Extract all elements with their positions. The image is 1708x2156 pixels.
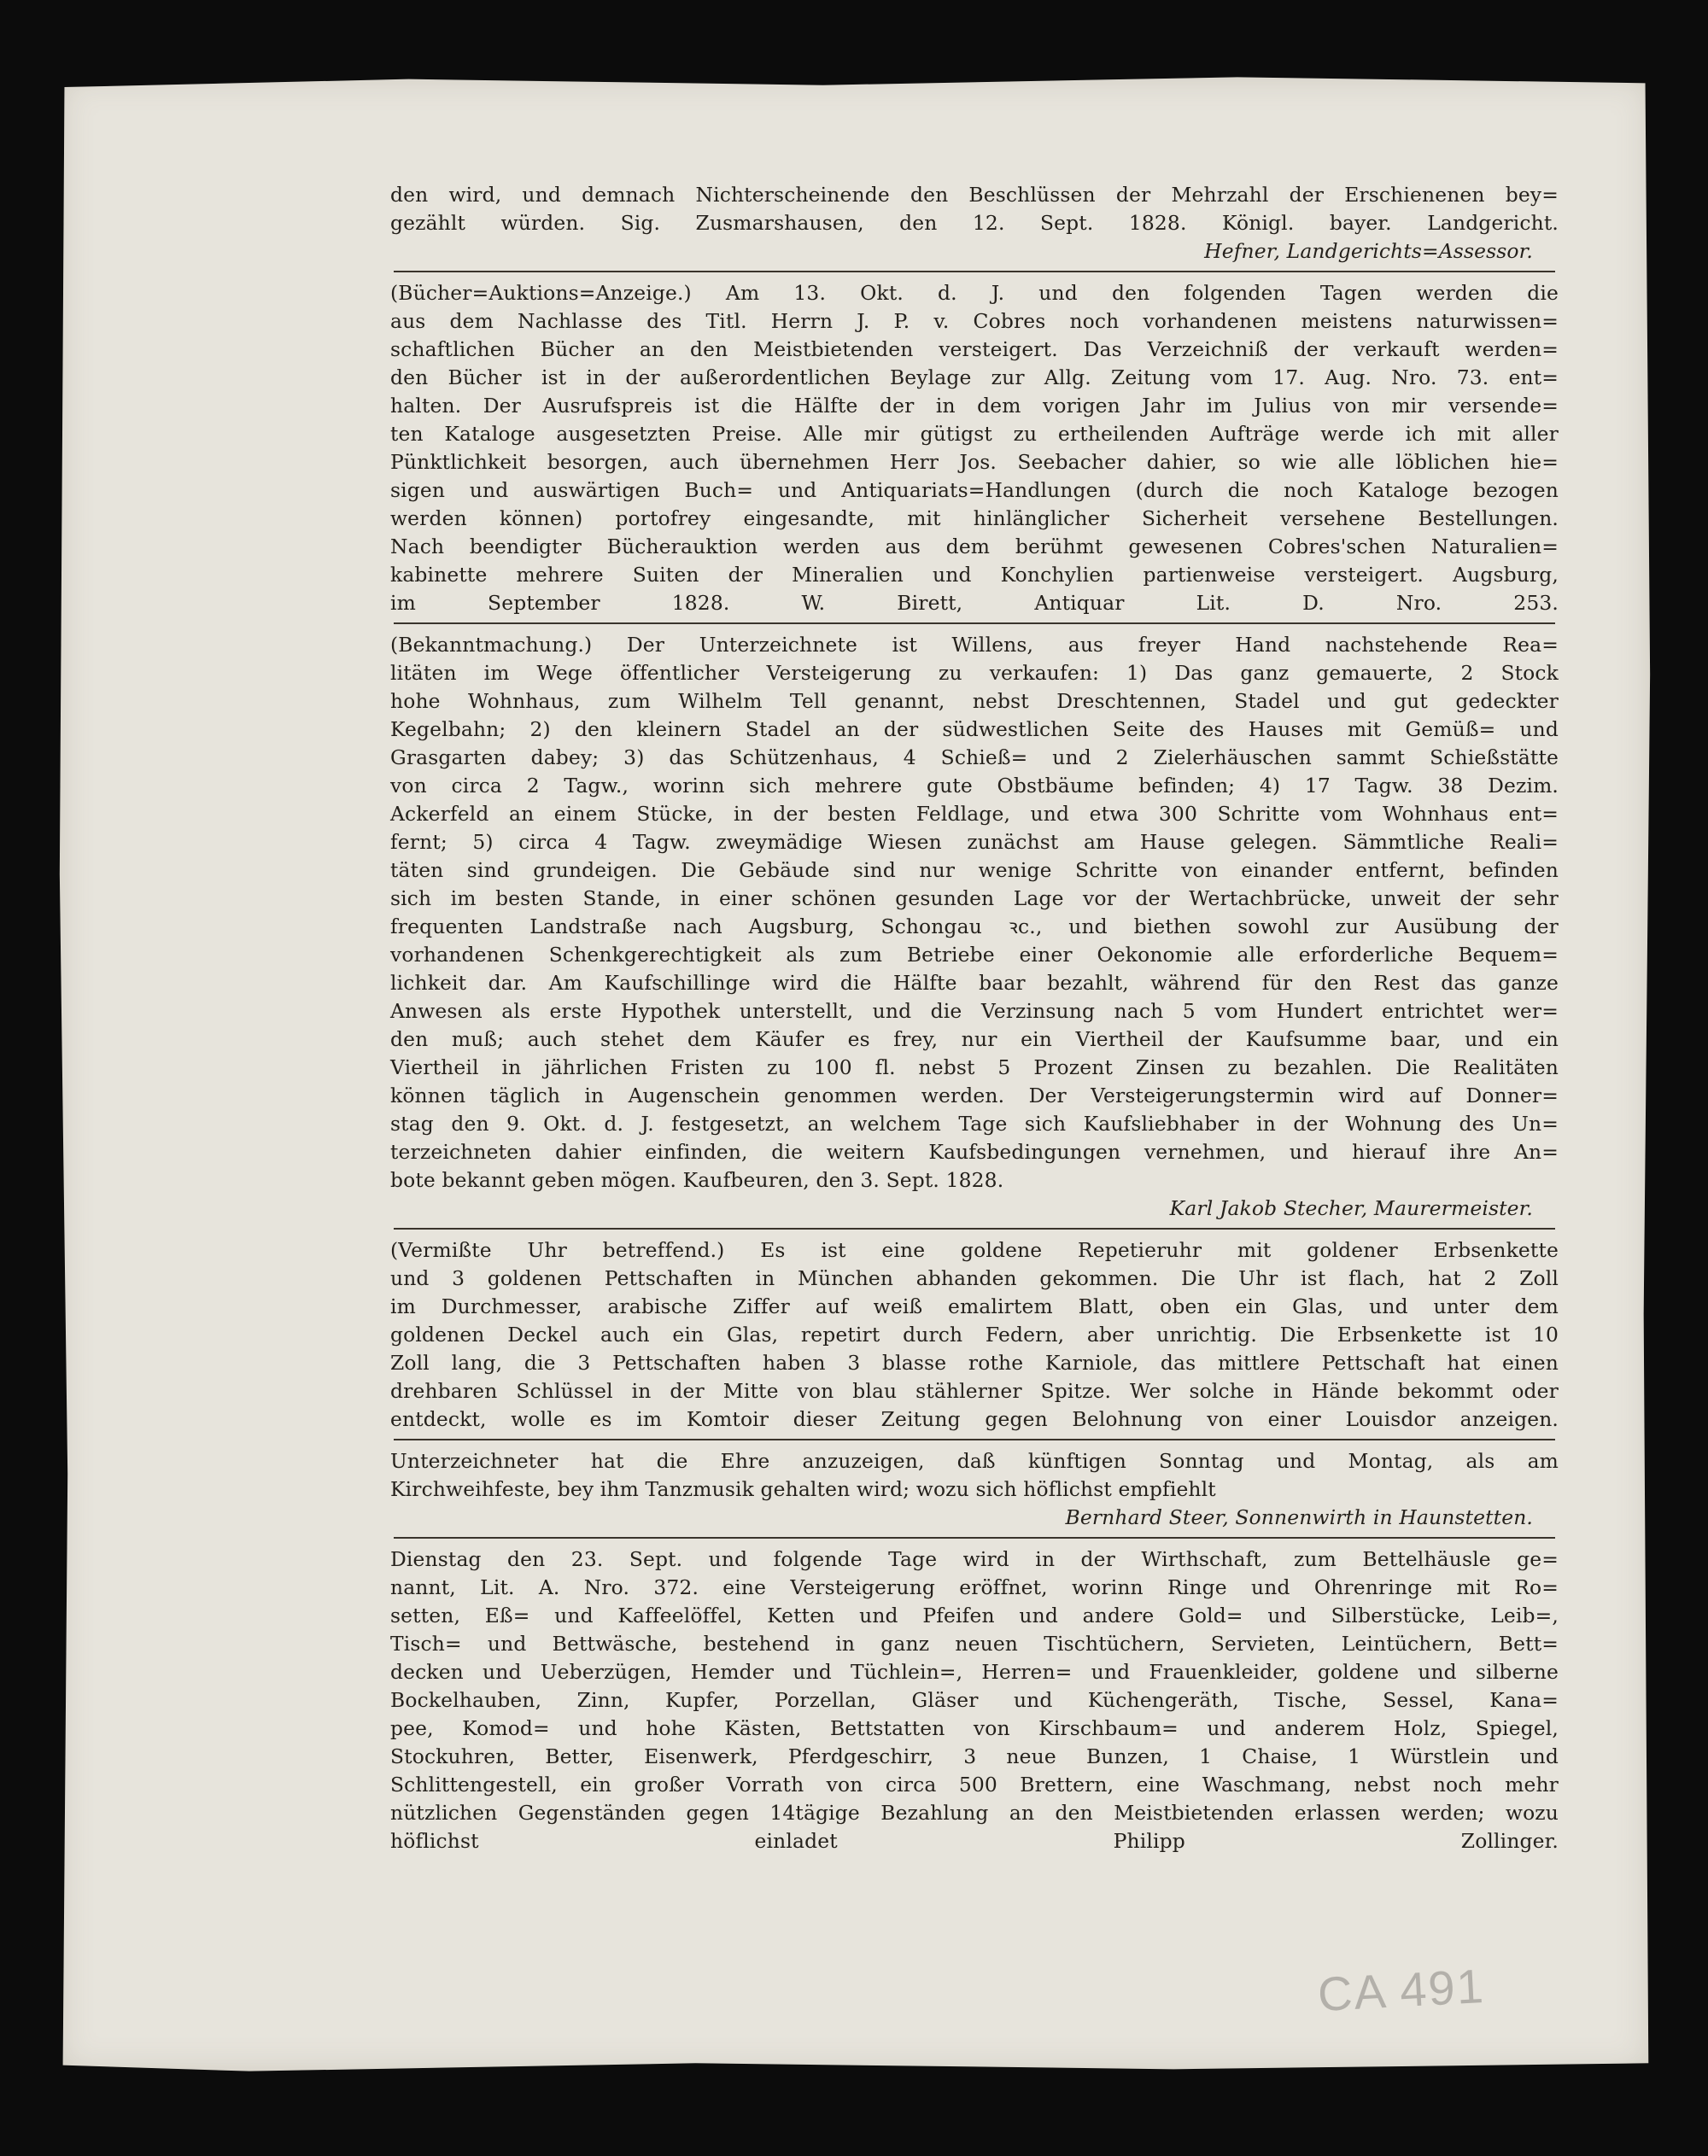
notice-court-summons (390, 181, 1559, 266)
text-line: den muß; auch stehet dem Käufer es frey, nur ein Viertheil der Kaufsumme baar, und ein (390, 1027, 1559, 1051)
text-line: sich im besten Stande, in einer schönen gesunden Lage vor der Wertachbrücke, unweit der sehr (390, 886, 1559, 910)
notice-lost-watch (390, 1236, 1559, 1434)
text-line: bote bekannt geben mögen. Kaufbeuren, den 3. Sept. 1828. (390, 1168, 1004, 1192)
text-line: (Bekanntmachung.) Der Unterzeichnete ist Willens, aus freyer Hand nachstehende Rea= (390, 633, 1559, 657)
text-line: gezählt würden. Sig. Zusmarshausen, den 12. Sept. 1828. Königl. bayer. Landgericht. (390, 211, 1559, 235)
text-line: und 3 goldenen Pettschaften in München abhanden gekommen. Die Uhr ist flach, hat 2 Zoll (390, 1266, 1559, 1290)
text-line: (Bücher=Auktions=Anzeige.) Am 13. Okt. d. J. und den folgenden Tagen werden die (390, 281, 1559, 305)
text-line: täten sind grundeigen. Die Gebäude sind nur wenige Schritte von einander entfernt, befinden (390, 858, 1559, 882)
divider (394, 271, 1555, 272)
text-line: im Durchmesser, arabische Ziffer auf weiß emalirtem Blatt, oben ein Glas, und unter dem (390, 1294, 1559, 1318)
text-line: Viertheil in jährlichen Fristen zu 100 fl. nebst 5 Prozent Zinsen zu bezahlen. Die Realitäten (390, 1055, 1559, 1079)
text-line: aus dem Nachlasse des Titl. Herrn J. P. v. Cobres noch vorhandenen meistens naturwissen= (390, 309, 1559, 333)
text-line: pee, Komod= und hohe Kästen, Bettstatten von Kirschbaum= und anderem Holz, Spiegel, (390, 1716, 1559, 1740)
text-line: schaftlichen Bücher an den Meistbietenden versteigert. Das Verzeichniß der verkauft werden= (390, 337, 1559, 361)
text-line: fernt; 5) circa 4 Tagw. zweymädige Wiesen zunächst am Hause gelegen. Sämmtliche Reali= (390, 830, 1559, 854)
text-line: von circa 2 Tagw., worinn sich mehrere gute Obstbäume befinden; 4) 17 Tagw. 38 Dezim. (390, 774, 1559, 798)
notice-dance-music (390, 1447, 1559, 1532)
signature: Hefner, Landgerichts=Assessor. (1204, 239, 1533, 263)
text-column (390, 181, 1559, 1855)
divider (394, 1228, 1555, 1230)
text-line: vorhandenen Schenkgerechtigkeit als zum Betriebe einer Oekonomie alle erforderliche Bequem= (390, 943, 1559, 967)
text-line: Pünktlichkeit besorgen, auch übernehmen Herr Jos. Seebacher dahier, so wie alle löblichen hie= (390, 450, 1559, 474)
text-line: Dienstag den 23. Sept. und folgende Tage wird in der Wirthschaft, zum Bettelhäusle ge= (390, 1547, 1559, 1571)
divider (394, 1439, 1555, 1440)
text-line: im September 1828. W. Birett, Antiquar Lit. D. Nro. 253. (390, 591, 1559, 615)
text-line: nannt, Lit. A. Nro. 372. eine Versteigerung eröffnet, worinn Ringe und Ohrenringe mit Ro= (390, 1575, 1559, 1599)
text-line: Zoll lang, die 3 Pettschaften haben 3 blasse rothe Karniole, das mittlere Pettschaft hat einen (390, 1351, 1559, 1375)
notice-household-auction (390, 1545, 1559, 1855)
text-line: drehbaren Schlüssel in der Mitte von blau stählerner Spitze. Wer solche in Hände bekommt oder (390, 1379, 1559, 1403)
text-line: kabinette mehrere Suiten der Mineralien und Konchylien partienweise versteigert. Augsburg, (390, 563, 1559, 587)
text-line: goldenen Deckel auch ein Glas, repetirt durch Federn, aber unrichtig. Die Erbsenkette ist 10 (390, 1323, 1559, 1347)
catalog-mark: CA 491 (1316, 1958, 1487, 2022)
text-line: setten, Eß= und Kaffeelöffel, Ketten und Pfeifen und andere Gold= und Silberstücke, Leib=, (390, 1604, 1559, 1627)
text-line: den Bücher ist in der außerordentlichen Beylage zur Allg. Zeitung vom 17. Aug. Nro. 73. ent= (390, 365, 1559, 389)
text-line: werden können) portofrey eingesandte, mit hinlänglicher Sicherheit versehene Bestellungen. (390, 506, 1559, 530)
divider (394, 622, 1555, 624)
text-line: Unterzeichneter hat die Ehre anzuzeigen, daß künftigen Sonntag und Montag, als am (390, 1449, 1559, 1473)
text-line: litäten im Wege öffentlicher Versteigerung zu verkaufen: 1) Das ganz gemauerte, 2 Stock (390, 661, 1559, 685)
text-line: Ackerfeld an einem Stücke, in der besten Feldlage, und etwa 300 Schritte vom Wohnhaus ent= (390, 802, 1559, 826)
text-line: lichkeit dar. Am Kaufschillinge wird die Hälfte baar bezahlt, während für den Rest das ganze (390, 971, 1559, 995)
text-line: Tisch= und Bettwäsche, bestehend in ganz neuen Tischtüchern, Servieten, Leintüchern, Bett= (390, 1632, 1559, 1656)
notice-property-sale (390, 631, 1559, 1223)
text-line: Grasgarten dabey; 3) das Schützenhaus, 4 Schieß= und 2 Zielerhäuschen sammt Schießstätte (390, 745, 1559, 769)
text-line: Nach beendigter Bücherauktion werden aus dem berühmt gewesenen Cobres'schen Naturalien= (390, 535, 1559, 558)
text-line: halten. Der Ausrufspreis ist die Hälfte der in dem vorigen Jahr im Julius von mir versende= (390, 394, 1559, 418)
text-line: decken und Ueberzügen, Hemder und Tüchlein=, Herren= und Frauenkleider, goldene und silberne (390, 1660, 1559, 1684)
signature: Karl Jakob Stecher, Maurermeister. (1169, 1196, 1533, 1220)
signature: Bernhard Steer, Sonnenwirth in Haunstetten. (1065, 1505, 1533, 1529)
text-line: sigen und auswärtigen Buch= und Antiquariats=Handlungen (durch die noch Kataloge bezogen (390, 478, 1559, 502)
text-line: nützlichen Gegenständen gegen 14tägige Bezahlung an den Meistbietenden erlassen werden; wozu (390, 1801, 1559, 1825)
text-line: Bockelhauben, Zinn, Kupfer, Porzellan, Gläser und Küchengeräth, Tische, Sessel, Kana= (390, 1688, 1559, 1712)
text-line: frequenten Landstraße nach Augsburg, Schongau ꝛc., und biethen sowohl zur Ausübung der (390, 914, 1559, 938)
text-line: Schlittengestell, ein großer Vorrath von circa 500 Brettern, eine Waschmang, nebst noch mehr (390, 1773, 1559, 1797)
text-line: Kirchweihfeste, bey ihm Tanzmusik gehalten wird; wozu sich höflichst empfiehlt (390, 1477, 1216, 1501)
text-line: (Vermißte Uhr betreffend.) Es ist eine goldene Repetieruhr mit goldener Erbsenkette (390, 1238, 1559, 1262)
text-line: entdeckt, wolle es im Komtoir dieser Zeitung gegen Belohnung von einer Louisdor anzeigen. (390, 1407, 1559, 1431)
text-line: Kegelbahn; 2) den kleinern Stadel an der südwestlichen Seite des Hauses mit Gemüß= und (390, 717, 1559, 741)
text-line: höflichst einladet Philipp Zollinger. (390, 1829, 1559, 1853)
text-line: Anwesen als erste Hypothek unterstellt, und die Verzinsung nach 5 vom Hundert entrichtet wer= (390, 999, 1559, 1023)
notice-book-auction (390, 279, 1559, 617)
text-line: hohe Wohnhaus, zum Wilhelm Tell genannt, nebst Dreschtennen, Stadel und gut gedeckter (390, 689, 1559, 713)
divider (394, 1537, 1555, 1539)
text-line: können täglich in Augenschein genommen werden. Der Versteigerungstermin wird auf Donner= (390, 1084, 1559, 1107)
text-line: terzeichneten dahier einfinden, die weitern Kaufsbedingungen vernehmen, und hierauf ihre An= (390, 1140, 1559, 1164)
text-line: stag den 9. Okt. d. J. festgesetzt, an welchem Tage sich Kaufsliebhaber in der Wohnung des Un= (390, 1112, 1559, 1136)
text-line: den wird, und demnach Nichterscheinende den Beschlüssen der Mehrzahl der Erschienenen bey= (390, 183, 1559, 207)
text-line: Stockuhren, Better, Eisenwerk, Pferdgeschirr, 3 neue Bunzen, 1 Chaise, 1 Würstlein und (390, 1744, 1559, 1768)
text-line: ten Kataloge ausgesetzten Preise. Alle mir gütigst zu ertheilenden Aufträge werde ich mit aller (390, 422, 1559, 446)
